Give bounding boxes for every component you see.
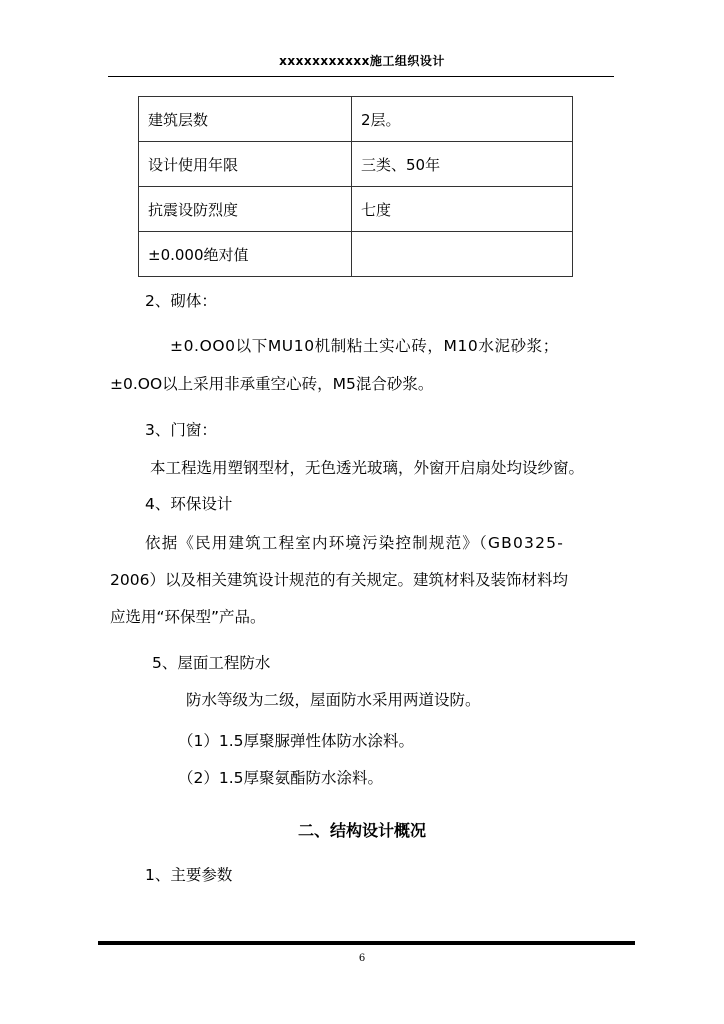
roof-body: 防水等级为二级，屋面防水采用两道设防。	[186, 691, 481, 709]
env-line-3: 应选用“环保型”产品。	[110, 608, 266, 626]
header-rule	[108, 76, 614, 77]
table-row	[139, 187, 573, 232]
env-line-1: 依据《民用建筑工程室内环境污染控制规范》（GB0325-	[145, 534, 565, 552]
table-cell-label: ±0.000绝对值	[139, 232, 352, 277]
roof-item-2: （2）1.5厚聚氨酯防水涂料。	[178, 769, 384, 787]
table-cell-label: 建筑层数	[139, 97, 352, 142]
roof-heading: 5、屋面工程防水	[152, 654, 271, 672]
building-parameters-table	[138, 96, 573, 277]
main-parameters-heading: 1、主要参数	[145, 866, 233, 884]
table-cell-label: 设计使用年限	[139, 142, 352, 187]
table-row	[139, 97, 573, 142]
table-cell-value: 三类、50年	[352, 142, 573, 187]
table-cell-label: 抗震设防烈度	[139, 187, 352, 232]
masonry-heading: 2、砌体：	[145, 292, 217, 310]
env-heading: 4、环保设计	[145, 495, 233, 513]
masonry-line-1: ±0.OO0以下MU10机制粘土实心砖，M10水泥砂浆；	[170, 337, 559, 355]
env-line-2: 2006）以及相关建筑设计规范的有关规定。建筑材料及装饰材料均	[110, 571, 568, 589]
document-header-title: xxxxxxxxxxx施工组织设计	[279, 54, 445, 68]
doors-heading: 3、门窗：	[145, 421, 217, 439]
chapter-heading: 二、结构设计概况	[297, 821, 426, 840]
table-cell-value: 2层。	[352, 97, 573, 142]
table-cell-value: 七度	[352, 187, 573, 232]
table-cell-value	[352, 232, 573, 277]
page-number: 6	[358, 953, 366, 964]
doors-body: 本工程选用塑钢型材，无色透光玻璃，外窗开启扇处均设纱窗。	[150, 459, 585, 477]
table-row	[139, 142, 573, 187]
table-row	[139, 232, 573, 277]
footer-rule	[98, 941, 635, 945]
masonry-line-2: ±0.OO以上采用非承重空心砖，M5混合砂浆。	[110, 375, 434, 393]
roof-item-1: （1）1.5厚聚脲弹性体防水涂料。	[178, 732, 415, 750]
